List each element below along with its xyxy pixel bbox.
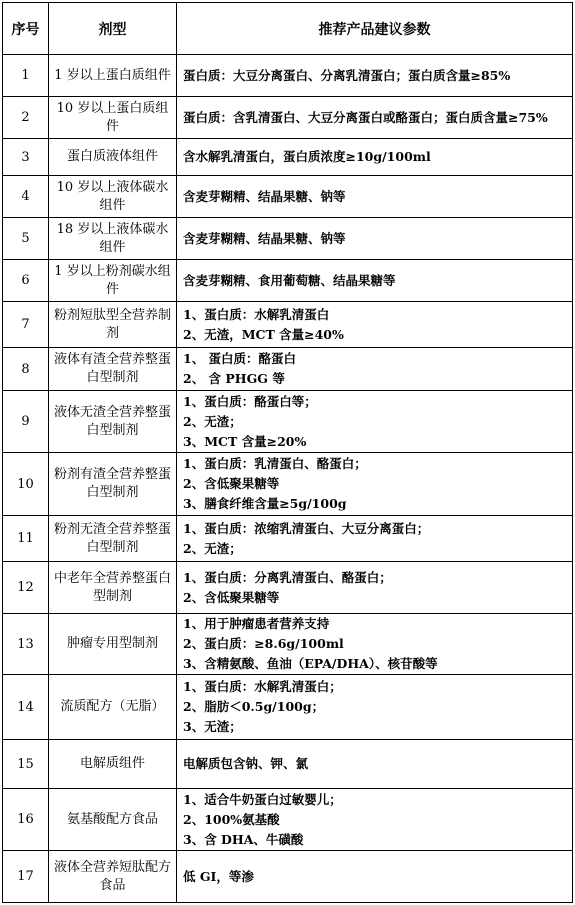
recommended-params [177,391,573,453]
param-line: 1、适合牛奶蛋白过敏婴儿； [183,791,342,807]
recommended-params [177,740,573,789]
table-row [3,176,573,218]
table-row [3,740,573,789]
row-number: 4 [3,176,49,218]
param-line: 低 GI，等渗 [183,868,254,884]
dosage-form: 流质配方（无脂） [49,675,177,740]
dosage-form: 10 岁以上液体碳水组件 [49,176,177,218]
row-number: 13 [3,614,49,675]
recommended-params [177,614,573,675]
dosage-form: 1 岁以上粉剂碳水组件 [49,260,177,302]
param-line: 1、 蛋白质：酪蛋白 [183,351,297,366]
recommended-params [177,176,573,218]
row-number: 2 [3,97,49,139]
param-line: 2、 含 PHGG 等 [183,371,285,386]
table-row [3,851,573,903]
table-row [3,348,573,391]
recommended-params [177,562,573,614]
recommended-params [177,260,573,302]
table-row [3,516,573,562]
param-line: 3、无渣； [183,719,242,734]
recommended-params [177,97,573,139]
dosage-form: 液体有渣全营养整蛋白型制剂 [49,348,177,391]
table-row [3,139,573,176]
dosage-form: 10 岁以上蛋白质组件 [49,97,177,139]
param-line: 3、含精氨酸、鱼油（EPA/DHA）、核苷酸等 [183,656,438,671]
param-line: 2、含低聚果糖等 [183,589,280,605]
dosage-form: 液体无渣全营养整蛋白型制剂 [49,391,177,453]
param-line: 3、MCT 含量≥20% [183,433,307,449]
dosage-form: 电解质组件 [49,740,177,789]
row-number: 9 [3,391,49,453]
dosage-form: 粉剂短肽型全营养制剂 [49,302,177,348]
recommended-params [177,348,573,391]
param-line: 2、100%氨基酸 [183,811,280,827]
dosage-form: 液体全营养短肽配方食品 [49,851,177,903]
row-number: 3 [3,139,49,176]
header-no: 序号 [3,3,49,55]
table-row [3,218,573,260]
recommended-params [177,789,573,851]
recommended-params [177,139,573,176]
dosage-form: 18 岁以上液体碳水组件 [49,218,177,260]
table-row [3,391,573,453]
dosage-form: 肿瘤专用型制剂 [49,614,177,675]
dosage-form: 1 岁以上蛋白质组件 [49,55,177,97]
recommended-params [177,851,573,903]
dosage-form: 粉剂无渣全营养整蛋白型制剂 [49,516,177,562]
param-line: 1、蛋白质：浓缩乳清蛋白、大豆分离蛋白； [183,520,430,536]
dosage-form: 中老年全营养整蛋白型制剂 [49,562,177,614]
row-number: 16 [3,789,49,851]
dosage-form: 粉剂有渣全营养整蛋白型制剂 [49,453,177,516]
product-table [2,2,573,903]
param-line: 2、无渣，MCT 含量≥40% [183,326,344,342]
param-line: 1、蛋白质：水解乳清蛋白； [183,679,342,694]
param-line: 蛋白质：大豆分离蛋白、分离乳清蛋白；蛋白质含量≥85% [183,67,511,83]
table-row [3,260,573,302]
param-line: 蛋白质：含乳清蛋白、大豆分离蛋白或酪蛋白；蛋白质含量≥75% [183,109,548,125]
param-line: 2、无渣； [183,413,242,429]
param-line: 1、用于肿瘤患者营养支持 [183,616,330,631]
param-line: 含麦芽糊精、结晶果糖、钠等 [183,230,346,246]
recommended-params [177,675,573,740]
row-number: 8 [3,348,49,391]
recommended-params [177,453,573,516]
header-form: 剂型 [49,3,177,55]
param-line: 1、蛋白质：乳清蛋白、酪蛋白； [183,456,367,471]
param-line: 含水解乳清蛋白，蛋白质浓度≥10g/100ml [183,149,431,164]
table-row [3,562,573,614]
header-params: 推荐产品建议参数 [177,3,573,55]
table-row [3,614,573,675]
header-row [3,3,573,55]
table-row [3,97,573,139]
row-number: 7 [3,302,49,348]
param-line: 含麦芽糊精、结晶果糖、钠等 [183,188,346,204]
row-number: 15 [3,740,49,789]
param-line: 1、蛋白质：分离乳清蛋白、酪蛋白； [183,569,392,585]
row-number: 1 [3,55,49,97]
table-row [3,453,573,516]
recommended-params [177,218,573,260]
table-row [3,675,573,740]
table-row [3,55,573,97]
param-line: 含麦芽糊精、食用葡萄糖、结晶果糖等 [183,272,396,288]
row-number: 5 [3,218,49,260]
dosage-form: 蛋白质液体组件 [49,139,177,176]
row-number: 17 [3,851,49,903]
row-number: 11 [3,516,49,562]
param-line: 3、含 DHA、牛磺酸 [183,831,304,847]
row-number: 6 [3,260,49,302]
dosage-form: 氨基酸配方食品 [49,789,177,851]
param-line: 1、蛋白质：酪蛋白等； [183,393,317,409]
table-row [3,302,573,348]
row-number: 10 [3,453,49,516]
param-line: 2、蛋白质：≥8.6g/100ml [183,636,344,651]
param-line: 电解质包含钠、钾、氯 [183,756,309,771]
table-row [3,789,573,851]
param-line: 2、无渣； [183,540,242,556]
row-number: 14 [3,675,49,740]
recommended-params [177,516,573,562]
param-line: 2、含低聚果糖等 [183,476,280,491]
recommended-params [177,55,573,97]
recommended-params [177,302,573,348]
param-line: 2、脂肪＜0.5g/100g； [183,699,325,714]
row-number: 12 [3,562,49,614]
param-line: 3、膳食纤维含量≥5g/100g [183,496,347,511]
param-line: 1、蛋白质：水解乳清蛋白 [183,306,330,322]
